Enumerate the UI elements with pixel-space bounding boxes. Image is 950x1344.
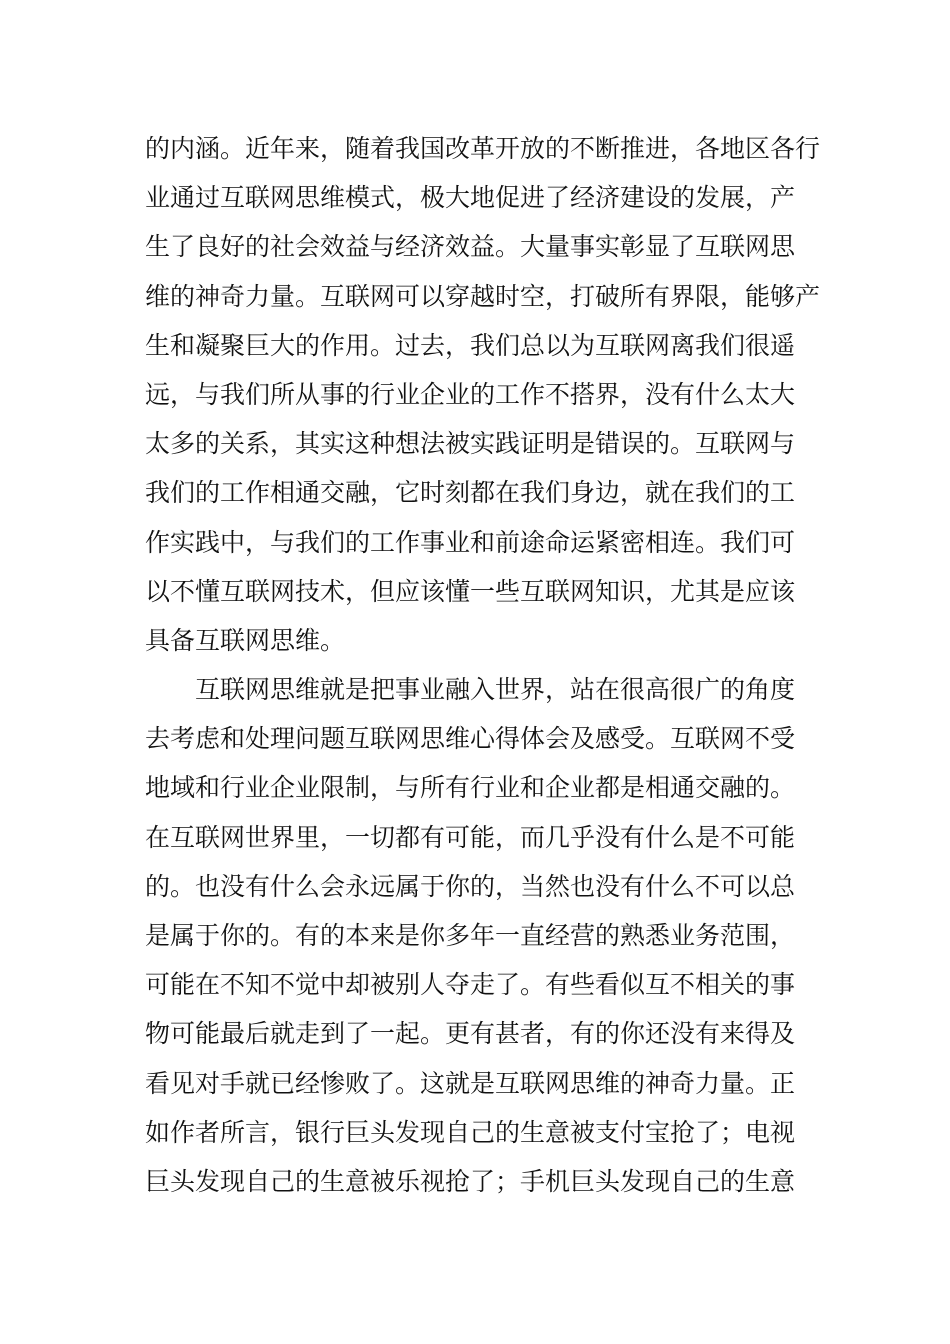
text-line: 的内涵。近年来，随着我国改革开放的不断推进，各地区各行 (145, 134, 821, 163)
text-line: 以不懂互联网技术，但应该懂一些互联网知识，尤其是应该 (145, 576, 796, 606)
text-line: 远，与我们所从事的行业企业的工作不搭界，没有什么太大 (145, 379, 796, 409)
text-line: 太多的关系，其实这种想法被实践证明是错误的。互联网与 (145, 429, 796, 459)
text-line: 如作者所言，银行巨头发现自己的生意被支付宝抢了；电视 (145, 1117, 796, 1147)
text-line: 看见对手就已经惨败了。这就是互联网思维的神奇力量。正 (145, 1068, 796, 1098)
text-line: 的。也没有什么会永远属于你的，当然也没有什么不可以总 (145, 871, 796, 901)
text-line: 去考虑和处理问题互联网思维心得体会及感受。互联网不受 (145, 724, 796, 754)
text-line: 作实践中，与我们的工作事业和前途命运紧密相连。我们可 (145, 527, 796, 557)
text-line: 在互联网世界里，一切都有可能，而几乎没有什么是不可能 (145, 822, 796, 852)
text-line: 业通过互联网思维模式，极大地促进了经济建设的发展，产 (145, 183, 796, 213)
text-line: 可能在不知不觉中却被别人夺走了。有些看似互不相关的事 (145, 970, 796, 1000)
text-line: 物可能最后就走到了一起。更有甚者，有的你还没有来得及 (145, 1019, 796, 1049)
text-line: 我们的工作相通交融，它时刻都在我们身边，就在我们的工 (145, 478, 796, 508)
text-line: 具备互联网思维。 (145, 625, 346, 655)
body-text (145, 124, 821, 1206)
text-line: 维的神奇力量。互联网可以穿越时空，打破所有界限，能够产 (145, 281, 821, 311)
paragraph-first-line: 互联网思维就是把事业融入世界，站在很高很广的角度 (195, 675, 796, 705)
text-line: 生和凝聚巨大的作用。过去，我们总以为互联网离我们很遥 (145, 330, 796, 360)
text-line: 是属于你的。有的本来是你多年一直经营的熟悉业务范围， (145, 921, 796, 950)
text-line: 生了良好的社会效益与经济效益。大量事实彰显了互联网思 (145, 232, 796, 262)
text-line: 地域和行业企业限制，与所有行业和企业都是相通交融的。 (145, 773, 796, 803)
text-line: 巨头发现自己的生意被乐视抢了；手机巨头发现自己的生意 (145, 1166, 796, 1196)
